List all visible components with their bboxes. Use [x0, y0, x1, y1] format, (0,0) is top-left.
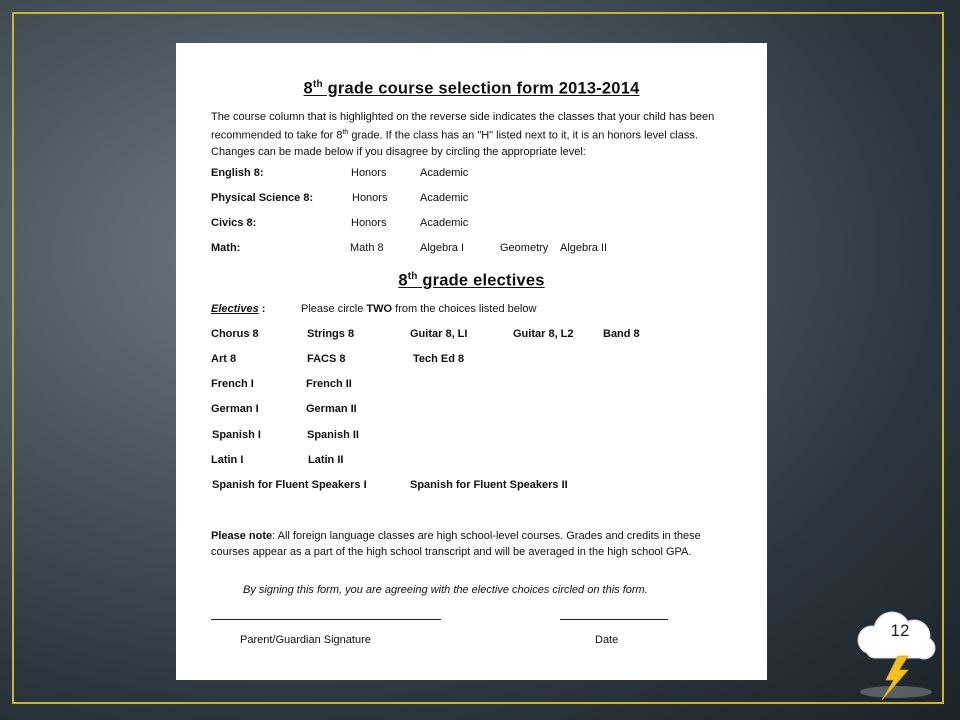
option-civics-academic: Academic: [420, 217, 469, 229]
course-label-physical-science: Physical Science 8:: [211, 192, 314, 204]
please-note-paragraph: Please note: All foreign language classes are high school-level courses. Grades and credits in these courses appear as a part of the high school transcript and will be averaged in the high school GPA.: [211, 530, 701, 558]
electives-title: 8th grade electives: [398, 271, 545, 290]
course-selection-form: [176, 43, 767, 680]
elective-item: French II: [306, 378, 352, 390]
elective-item: Tech Ed 8: [413, 353, 465, 365]
elective-item: German II: [306, 403, 357, 415]
option-english-honors: Honors: [351, 167, 387, 179]
date-label: Date: [595, 634, 619, 646]
signature-line: [211, 619, 441, 620]
elective-item: Latin I: [211, 454, 244, 466]
electives-instructions: Please circle TWO from the choices listed below: [301, 303, 537, 315]
signature-label: Parent/Guardian Signature: [240, 634, 371, 646]
slide-number: 12: [890, 621, 910, 640]
elective-item: Strings 8: [307, 328, 355, 340]
elective-item: Band 8: [603, 328, 640, 340]
option-geometry: Geometry: [500, 242, 549, 254]
elective-item: Art 8: [211, 353, 237, 365]
option-algebra-1: Algebra I: [420, 242, 465, 254]
elective-item: German I: [211, 403, 259, 415]
elective-item: Spanish I: [212, 429, 261, 441]
date-line: [560, 619, 668, 620]
elective-item: Guitar 8, LI: [410, 328, 468, 340]
option-science-honors: Honors: [352, 192, 388, 204]
agreement-statement: By signing this form, you are agreeing with the elective choices circled on this form.: [243, 584, 648, 596]
elective-item: FACS 8: [307, 353, 346, 365]
option-math-8: Math 8: [350, 242, 384, 254]
form-title: 8th grade course selection form 2013-2014: [303, 79, 640, 98]
electives-heading: Electives :: [211, 303, 266, 315]
option-english-academic: Academic: [420, 167, 469, 179]
elective-item: Latin II: [308, 454, 344, 466]
elective-item: Guitar 8, L2: [513, 328, 574, 340]
elective-item: French I: [211, 378, 254, 390]
elective-item: Spanish for Fluent Speakers II: [410, 479, 568, 491]
elective-item: Spanish for Fluent Speakers I: [212, 479, 367, 491]
course-label-civics: Civics 8:: [211, 217, 257, 229]
elective-item: Chorus 8: [211, 328, 259, 340]
elective-item: Spanish II: [307, 429, 359, 441]
course-label-math: Math:: [211, 242, 241, 254]
option-science-academic: Academic: [420, 192, 469, 204]
option-algebra-2: Algebra II: [560, 242, 608, 254]
course-label-english: English 8:: [211, 167, 264, 179]
intro-paragraph: The course column that is highlighted on the reverse side indicates the classes that your child has been recommended to take for 8th grade. If the class has an "H" listed next to it, it is an honors level class. Changes can be made below if you disagree by circling the appropriate level:: [211, 111, 715, 158]
option-civics-honors: Honors: [351, 217, 387, 229]
